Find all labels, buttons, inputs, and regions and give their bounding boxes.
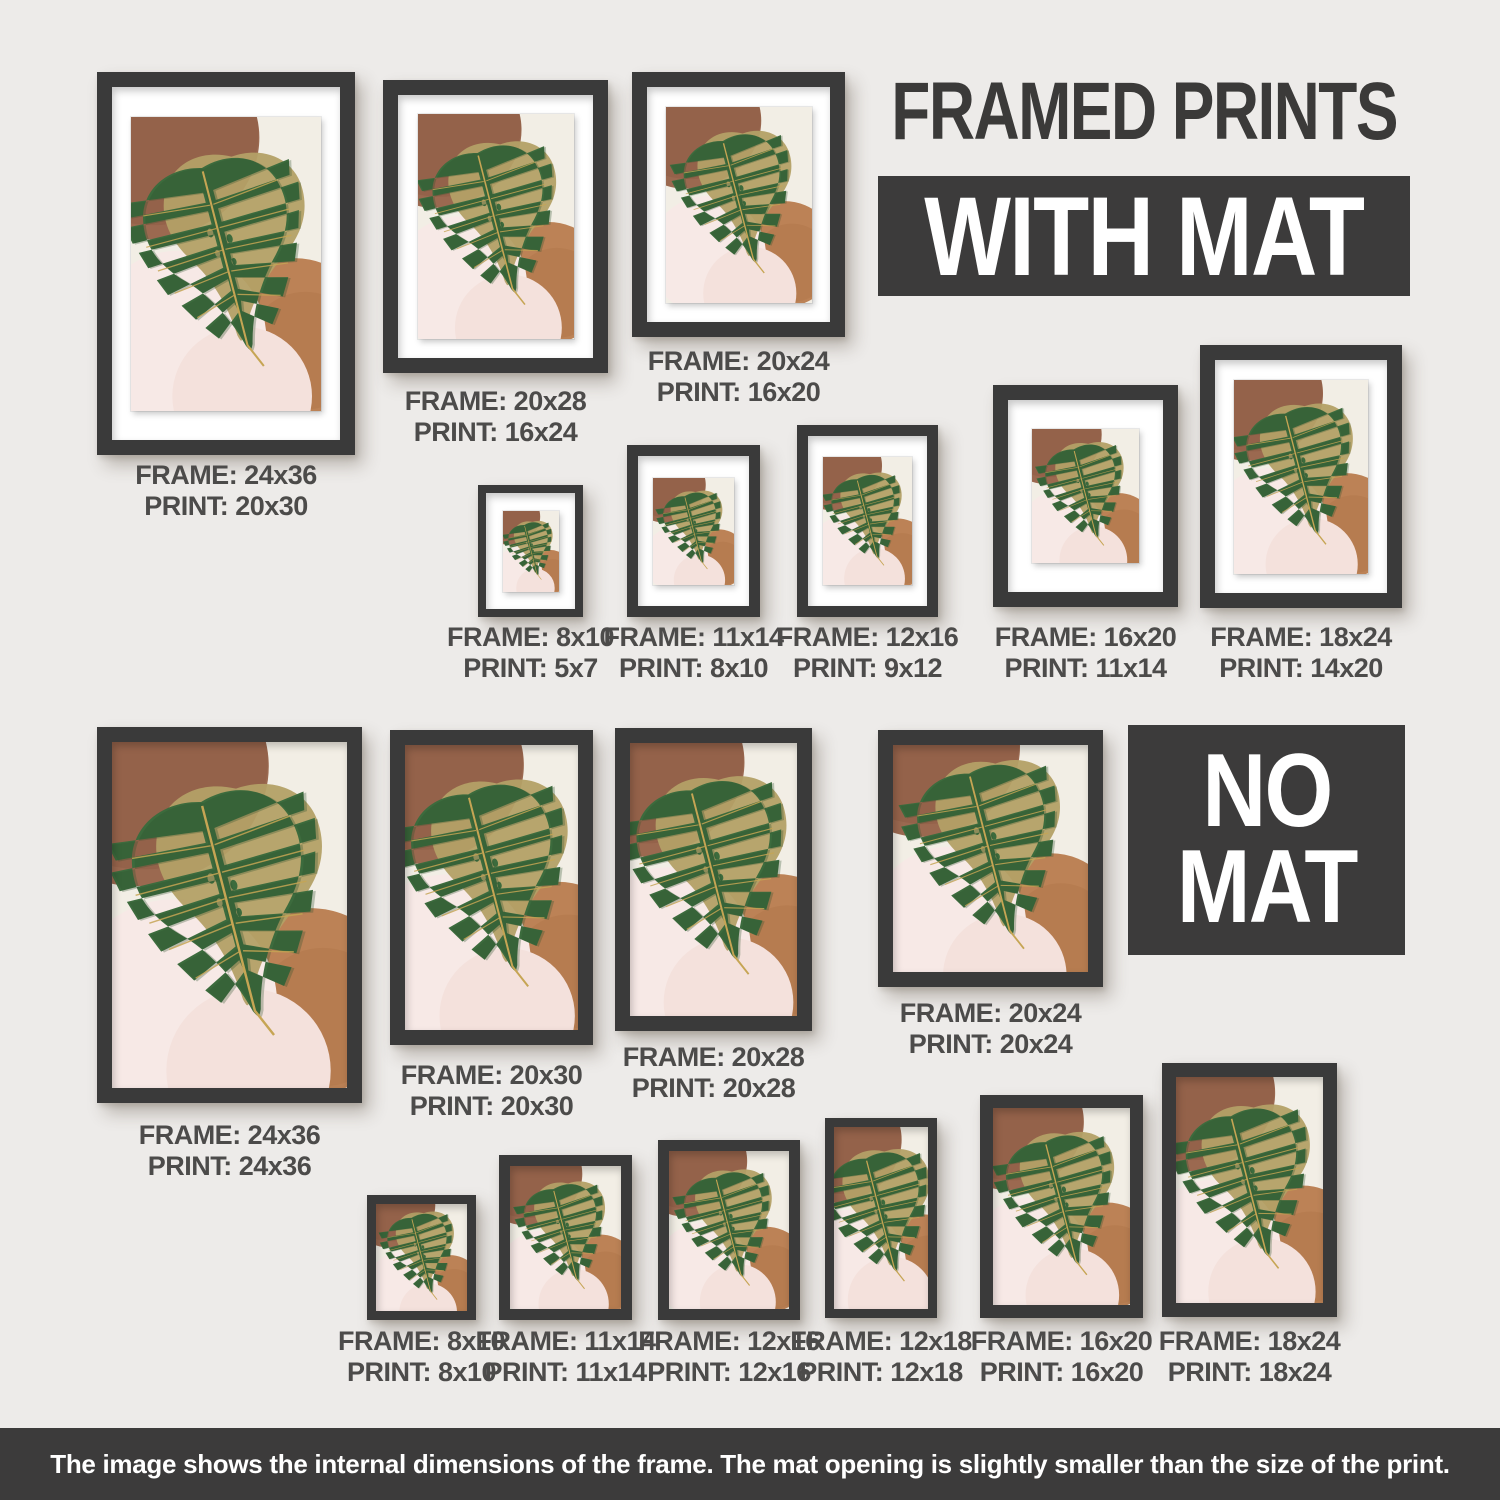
monstera-artwork-container bbox=[669, 1151, 789, 1309]
monstera-artwork-container bbox=[131, 117, 321, 411]
monstera-artwork bbox=[630, 743, 797, 1016]
monstera-artwork-container bbox=[993, 1108, 1130, 1305]
frame-size-label: FRAME: 20x24 bbox=[647, 346, 830, 376]
print-size-label: PRINT: 20x24 bbox=[908, 1029, 1073, 1059]
print-size-label: PRINT: 24x36 bbox=[147, 1151, 312, 1181]
footer-bar bbox=[0, 1428, 1500, 1500]
monstera-artwork bbox=[503, 511, 559, 592]
frame-size-label: FRAME: 18x24 bbox=[1158, 1326, 1341, 1356]
print-size-label: PRINT: 20x30 bbox=[409, 1091, 574, 1121]
framed-print-20x24-with-mat bbox=[632, 72, 845, 337]
monstera-artwork-container bbox=[823, 457, 912, 585]
monstera-artwork-container bbox=[1176, 1077, 1323, 1303]
frame-size-label: FRAME: 20x28 bbox=[622, 1042, 805, 1072]
monstera-artwork bbox=[834, 1127, 928, 1309]
monstera-artwork-container bbox=[1234, 380, 1368, 574]
monstera-artwork-container bbox=[666, 107, 812, 303]
monstera-artwork-container bbox=[503, 511, 559, 592]
print-size-label: PRINT: 14x20 bbox=[1219, 653, 1383, 683]
framed-print-20x28-no-mat bbox=[615, 728, 812, 1031]
framed-print-12x18-no-mat bbox=[825, 1118, 937, 1318]
monstera-artwork-container bbox=[376, 1204, 467, 1311]
frame-size-label: FRAME: 12x18 bbox=[790, 1326, 972, 1356]
framed-print-16x20-with-mat bbox=[993, 385, 1178, 607]
framed-print-20x24-no-mat bbox=[878, 730, 1103, 987]
monstera-artwork bbox=[893, 745, 1088, 972]
monstera-artwork bbox=[1176, 1077, 1323, 1303]
framed-print-20x28-with-mat bbox=[383, 80, 608, 373]
monstera-artwork bbox=[669, 1151, 789, 1309]
framed-print-12x16-no-mat bbox=[658, 1140, 800, 1320]
size-label-18x24-no-mat bbox=[1082, 1326, 1417, 1388]
monstera-artwork bbox=[418, 114, 574, 339]
print-size-label: PRINT: 11x14 bbox=[1004, 653, 1167, 683]
frame-size-label: FRAME: 24x36 bbox=[135, 460, 317, 490]
framed-print-16x20-no-mat bbox=[980, 1095, 1143, 1318]
monstera-artwork bbox=[1234, 380, 1368, 574]
frame-size-label: FRAME: 24x36 bbox=[138, 1120, 321, 1150]
frame-size-label: FRAME: 16x20 bbox=[970, 1326, 1153, 1356]
size-label-18x24-with-mat bbox=[1120, 622, 1482, 684]
size-label-24x36-with-mat bbox=[17, 460, 435, 522]
with-mat-badge-text: WITH MAT bbox=[924, 173, 1364, 299]
frame-size-label: FRAME: 11x14 bbox=[475, 1326, 656, 1356]
print-size-label: PRINT: 16x20 bbox=[656, 377, 821, 407]
size-label-20x24-with-mat bbox=[552, 346, 925, 408]
frame-size-label: FRAME: 20x30 bbox=[400, 1060, 583, 1090]
footer-note: The image shows the internal dimensions of the frame. The mat opening is slightly smaller than the size of the print. bbox=[50, 1448, 1450, 1479]
frame-size-label: FRAME: 16x20 bbox=[994, 622, 1177, 652]
print-size-label: PRINT: 16x20 bbox=[979, 1357, 1144, 1387]
frame-size-label: FRAME: 20x24 bbox=[899, 998, 1082, 1028]
framed-print-8x10-no-mat bbox=[367, 1195, 476, 1320]
print-size-label: PRINT: 8x10 bbox=[346, 1357, 497, 1387]
framed-print-11x14-with-mat bbox=[627, 445, 760, 617]
frame-size-label: FRAME: 11x14 bbox=[603, 622, 784, 652]
print-size-label: PRINT: 20x30 bbox=[144, 491, 308, 521]
print-size-label: PRINT: 8x10 bbox=[618, 653, 769, 683]
monstera-artwork bbox=[510, 1166, 621, 1309]
monstera-artwork bbox=[823, 457, 912, 585]
print-size-label: PRINT: 16x24 bbox=[413, 417, 578, 447]
print-size-label: PRINT: 20x28 bbox=[631, 1073, 796, 1103]
monstera-artwork bbox=[131, 117, 321, 411]
size-label-20x24-no-mat bbox=[798, 998, 1183, 1060]
monstera-artwork bbox=[993, 1108, 1130, 1305]
size-label-24x36-no-mat bbox=[17, 1120, 442, 1182]
monstera-artwork bbox=[405, 745, 578, 1030]
framed-print-18x24-with-mat bbox=[1200, 345, 1402, 608]
monstera-artwork-container bbox=[653, 478, 734, 585]
monstera-artwork-container bbox=[418, 114, 574, 339]
monstera-artwork-container bbox=[405, 745, 578, 1030]
monstera-artwork bbox=[666, 107, 812, 303]
monstera-artwork-container bbox=[510, 1166, 621, 1309]
framed-print-8x10-with-mat bbox=[478, 485, 583, 617]
page-title-text: FRAMED PRINTS bbox=[891, 66, 1397, 157]
monstera-artwork bbox=[653, 478, 734, 585]
print-size-label: PRINT: 9x12 bbox=[792, 653, 943, 683]
monstera-artwork bbox=[112, 742, 347, 1088]
monstera-artwork-container bbox=[112, 742, 347, 1088]
framed-print-20x30-no-mat bbox=[390, 730, 593, 1045]
monstera-artwork-container bbox=[834, 1127, 928, 1309]
no-mat-badge-line2: MAT bbox=[1176, 829, 1357, 945]
monstera-artwork-container bbox=[893, 745, 1088, 972]
monstera-artwork bbox=[1032, 429, 1139, 563]
frame-size-label: FRAME: 18x24 bbox=[1210, 622, 1392, 652]
framed-print-11x14-no-mat bbox=[499, 1155, 632, 1320]
monstera-artwork-container bbox=[1032, 429, 1139, 563]
monstera-artwork-container bbox=[630, 743, 797, 1016]
frame-size-label: FRAME: 12x16 bbox=[776, 622, 959, 652]
no-mat-badge-line1: NO bbox=[1201, 733, 1332, 850]
print-size-label: PRINT: 11x14 bbox=[484, 1357, 647, 1387]
frame-size-label: FRAME: 20x28 bbox=[404, 386, 587, 416]
monstera-artwork bbox=[376, 1204, 467, 1311]
framed-print-24x36-no-mat bbox=[97, 727, 362, 1103]
frame-size-label: FRAME: 8x10 bbox=[337, 1326, 506, 1356]
print-size-label: PRINT: 12x16 bbox=[647, 1357, 811, 1387]
print-size-label: PRINT: 18x24 bbox=[1167, 1357, 1332, 1387]
framed-print-18x24-no-mat bbox=[1162, 1063, 1337, 1317]
print-size-label: PRINT: 12x18 bbox=[799, 1357, 963, 1387]
frame-size-label: FRAME: 8x10 bbox=[446, 622, 615, 652]
print-size-label: PRINT: 5x7 bbox=[463, 653, 598, 683]
frame-size-label: FRAME: 12x16 bbox=[638, 1326, 820, 1356]
framed-print-12x16-with-mat bbox=[797, 425, 938, 617]
